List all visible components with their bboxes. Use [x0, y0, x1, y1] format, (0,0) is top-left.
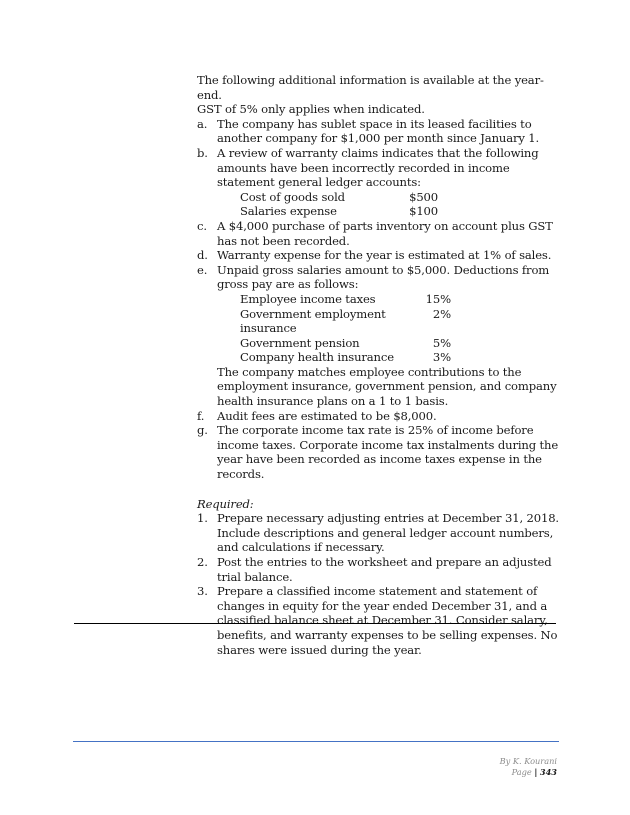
list-label: a. [197, 116, 208, 131]
required-heading: Required: [197, 496, 254, 511]
page-label: Page [511, 767, 532, 777]
page-footer [500, 756, 557, 778]
list-label: g. [197, 423, 208, 438]
step-label: 2. [197, 555, 208, 569]
list-label: d. [197, 248, 208, 263]
deduction-row [217, 350, 562, 365]
list-item-d [197, 248, 562, 263]
matching-note: The company matches employee contributions to the employment insurance, government pension, and company health insurance plans on a 1 to 1 basis. [217, 364, 557, 409]
step-text: Prepare a classified income statement and statement of changes in equity for the year ended December 31, and a classified balance sheet at December 31. Consider salary, benefits, and warranty expenses to be selling expenses. No shares were issued during the year. [217, 584, 558, 657]
list-item-g [197, 423, 562, 481]
required-step [197, 511, 562, 555]
list-text: Unpaid gross salaries amount to $5,000. Deductions from gross pay are as follows: [217, 262, 550, 292]
deduction-row [217, 307, 562, 336]
required-step [197, 555, 562, 584]
intro-line-2: GST of 5% only applies when indicated. [197, 102, 425, 117]
deduction-rate: 2% [432, 306, 451, 321]
list-item-c [197, 219, 562, 248]
intro-line-1: The following additional information is available at the year-end. [197, 73, 544, 102]
list-item-f [197, 409, 562, 424]
deduction-name: Government pension [240, 335, 360, 350]
list-text: A review of warranty claims indicates that the following amounts have been incorrectly recorded in income statement general ledger accounts: [217, 145, 539, 190]
list-label: b. [197, 145, 208, 160]
list-text: A $4,000 purchase of parts inventory on account plus GST has not been recorded. [217, 218, 553, 248]
step-label: 1. [197, 511, 208, 526]
deduction-rate: 3% [432, 350, 451, 365]
list-text: The corporate income tax rate is 25% of income before income taxes. Corporate income tax instalments during the year have been recorded as income taxes expense in the records. [217, 423, 559, 482]
account-amount: $100 [409, 204, 438, 219]
list-label: f. [197, 408, 205, 423]
list-text: Warranty expense for the year is estimated at 1% of sales. [217, 248, 552, 263]
step-text: Post the entries to the worksheet and prepare an adjusted trial balance. [217, 555, 552, 584]
warranty-row [217, 204, 562, 219]
footer-rule [73, 741, 559, 742]
account-name: Salaries expense [240, 204, 337, 219]
list-text: Audit fees are estimated to be $8,000. [217, 408, 437, 423]
account-amount: $500 [409, 189, 438, 204]
list-label: c. [197, 218, 207, 233]
footer-author: By K. Kourani [499, 756, 557, 766]
list-item-e [197, 263, 562, 409]
deduction-name: Employee income taxes [240, 291, 376, 306]
step-text: Prepare necessary adjusting entries at December 31, 2018. Include descriptions and general ledger account numbers, and calculations if necessary. [217, 511, 559, 555]
deduction-name: Government employment insurance [240, 306, 386, 336]
warranty-row [217, 190, 562, 205]
step-label: 3. [197, 584, 208, 599]
page-number: 343 [539, 767, 557, 777]
deduction-rate: 5% [432, 335, 451, 350]
footer-page [500, 767, 557, 778]
required-list [197, 511, 562, 657]
deduction-name: Company health insurance [240, 350, 394, 365]
page-content [197, 73, 562, 657]
list-item-a [197, 117, 562, 146]
required-step [197, 584, 562, 657]
deduction-row [217, 336, 562, 351]
deduction-row [217, 292, 562, 307]
deduction-rate: 15% [425, 291, 451, 306]
list-label: e. [197, 262, 208, 277]
list-text: The company has sublet space in its leased facilities to another company for $1,000 per month since January 1. [217, 116, 540, 146]
page-separator: | [534, 767, 538, 777]
account-name: Cost of goods sold [240, 189, 345, 204]
list-item-b [197, 146, 562, 219]
section-divider [74, 623, 556, 624]
